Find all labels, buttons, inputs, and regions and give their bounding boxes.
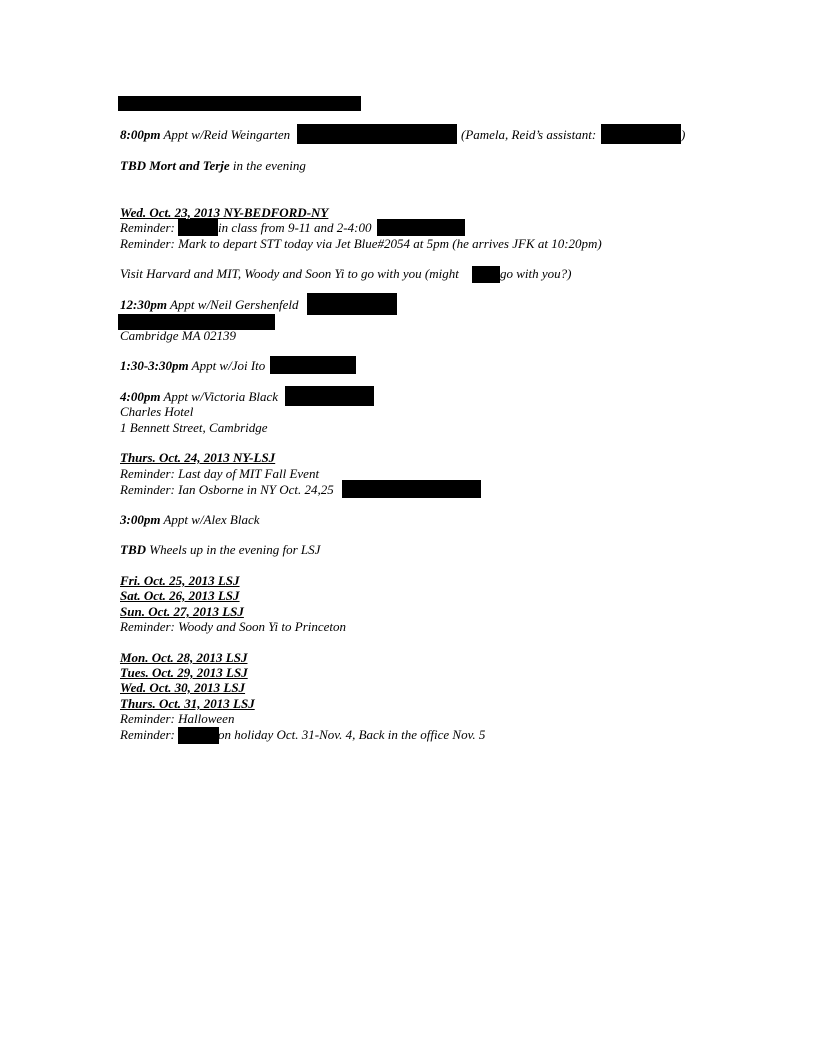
- redaction-bar: [118, 96, 361, 111]
- appt-reid-line: [120, 127, 290, 143]
- reminder-mit-fall: Reminder: Last day of MIT Fall Event: [120, 466, 320, 481]
- tbd-names: Mort and Terje: [149, 158, 230, 173]
- reminder-halloween: Reminder: Halloween: [120, 711, 235, 726]
- appt-text: Appt w/Reid Weingarten: [163, 127, 291, 142]
- reminder-holiday-text: on holiday Oct. 31-Nov. 4, Back in the office Nov. 5: [218, 727, 486, 742]
- tbd-label: TBD: [120, 158, 146, 173]
- date-header-oct26: Sat. Oct. 26, 2013 LSJ: [120, 588, 240, 603]
- appt-time: 4:00pm: [120, 389, 161, 404]
- appt-time: 1:30-3:30pm: [120, 358, 189, 373]
- redaction-bar: [377, 219, 465, 236]
- date-header-oct27: Sun. Oct. 27, 2013 LSJ: [120, 604, 244, 619]
- appt-joi-line: [120, 358, 265, 374]
- reminder-mark-depart: Reminder: Mark to depart STT today via Jet Blue#2054 at 5pm (he arrives JFK at 10:20pm): [120, 236, 602, 251]
- visit-harvard-mit-end: go with you?): [500, 266, 572, 281]
- appt-time: 12:30pm: [120, 297, 167, 312]
- redaction-bar: [270, 356, 356, 374]
- appt-time: 8:00pm: [120, 127, 161, 142]
- redaction-bar: [342, 480, 481, 498]
- reminder-princeton: Reminder: Woody and Soon Yi to Princeton: [120, 619, 347, 634]
- redaction-bar: [601, 124, 681, 144]
- date-header-oct31: Thurs. Oct. 31, 2013 LSJ: [120, 696, 255, 711]
- victoria-location-2: 1 Bennett Street, Cambridge: [120, 420, 268, 435]
- redaction-bar: [472, 266, 500, 283]
- tbd-wheels-up-line: [120, 542, 320, 558]
- tbd-text: Wheels up in the evening for LSJ: [149, 542, 321, 557]
- neil-city: Cambridge MA 02139: [120, 328, 237, 343]
- visit-harvard-mit: Visit Harvard and MIT, Woody and Soon Yi to go with you (might: [120, 266, 459, 281]
- redaction-bar: [297, 124, 457, 144]
- appt-text: Appt w/Alex Black: [163, 512, 260, 527]
- appt-text: Appt w/Victoria Black: [163, 389, 279, 404]
- date-header-oct25: Fri. Oct. 25, 2013 LSJ: [120, 573, 240, 588]
- reminder-ian-osborne: Reminder: Ian Osborne in NY Oct. 24,25: [120, 482, 334, 497]
- reminder-class-text: in class from 9-11 and 2-4:00: [218, 220, 372, 235]
- appt-victoria-line: [120, 389, 278, 405]
- appt-neil-line: [120, 297, 299, 313]
- appt-alex-line: [120, 512, 260, 528]
- reminder-holiday: Reminder:: [120, 727, 175, 742]
- date-header-oct29: Tues. Oct. 29, 2013 LSJ: [120, 665, 248, 680]
- redaction-bar: [285, 386, 374, 406]
- reminder-class: Reminder:: [120, 220, 175, 235]
- redaction-bar: [178, 219, 218, 236]
- appt-text: Appt w/Joi Ito: [191, 358, 266, 373]
- tbd-text: in the evening: [232, 158, 306, 173]
- date-header-oct28: Mon. Oct. 28, 2013 LSJ: [120, 650, 248, 665]
- redaction-bar: [178, 727, 219, 744]
- date-header-oct24: Thurs. Oct. 24, 2013 NY-LSJ: [120, 450, 276, 465]
- tbd-mort-terje-line: [120, 158, 306, 174]
- redaction-bar: [307, 293, 397, 315]
- appt-time: 3:00pm: [120, 512, 161, 527]
- date-header-oct23: Wed. Oct. 23, 2013 NY-BEDFORD-NY: [120, 205, 329, 220]
- tbd-label: TBD: [120, 542, 146, 557]
- victoria-location-1: Charles Hotel: [120, 404, 194, 419]
- appt-reid-close: ): [681, 127, 686, 142]
- date-header-oct30: Wed. Oct. 30, 2013 LSJ: [120, 680, 246, 695]
- appt-text: Appt w/Neil Gershenfeld: [169, 297, 299, 312]
- appt-reid-assistant: (Pamela, Reid’s assistant:: [461, 127, 597, 142]
